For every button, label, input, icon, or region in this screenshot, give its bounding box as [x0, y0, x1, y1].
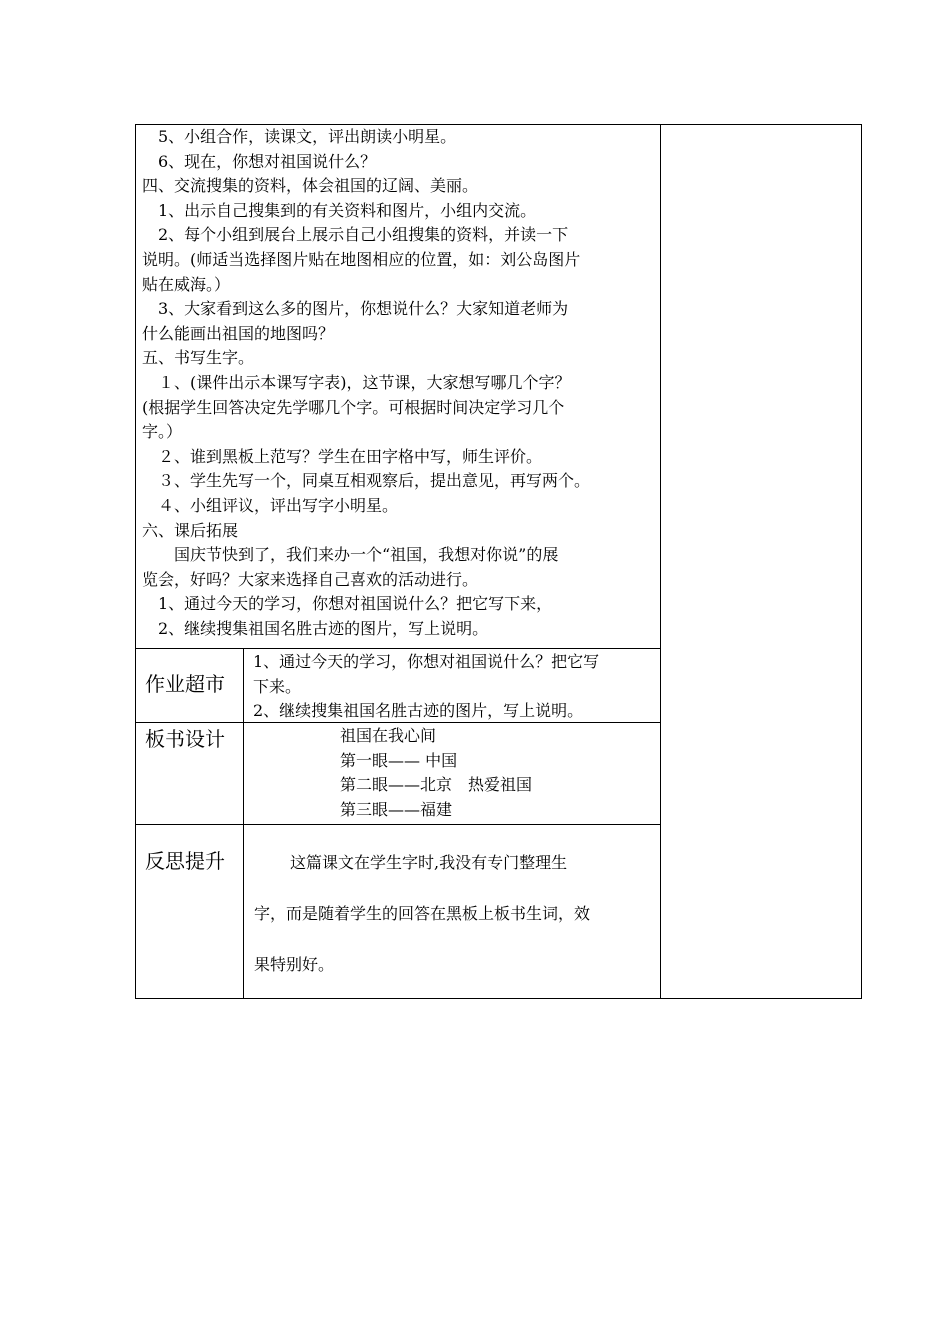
content-line: ３、学生先写一个，同桌互相观察后，提出意见，再写两个。 — [142, 471, 591, 491]
blackboard-label: 板书设计 — [145, 727, 225, 751]
homework-line: 下来。 — [253, 676, 302, 696]
content-line: 六、课后拓展 — [142, 520, 239, 540]
blackboard-line: 第一眼—— 中国 — [340, 750, 458, 770]
content-line: ２、谁到黑板上范写？学生在田字格中写，师生评价。 — [142, 446, 543, 466]
homework-line: 1、通过今天的学习，你想对祖国说什么？把它写 — [253, 652, 600, 671]
content-line: 3、大家看到这么多的图片，你想说什么？大家知道老师为 — [142, 299, 569, 319]
content-line: 什么能画出祖国的地图吗？ — [142, 323, 335, 343]
homework-content — [253, 650, 599, 724]
content-line: １、(课件出示本课写字表)，这节课，大家想写哪几个字？ — [142, 372, 571, 392]
reflection-label: 反思提升 — [145, 849, 225, 873]
content-line: 1、通过今天的学习，你想对祖国说什么？把它写下来， — [142, 594, 553, 614]
content-line: 5、小组合作，读课文，评出朗读小明星。 — [142, 127, 457, 146]
content-line: 2、继续搜集祖国名胜古迹的图片，写上说明。 — [142, 618, 489, 638]
content-line: 五、书写生字。 — [142, 348, 255, 368]
homework-label: 作业超市 — [145, 672, 225, 696]
content-line: 国庆节快到了，我们来办一个“祖国，我想对你说”的展 — [142, 545, 559, 565]
homework-line: 2、继续搜集祖国名胜古迹的图片，写上说明。 — [253, 701, 584, 721]
right-column-divider — [660, 124, 661, 999]
reflection-line-1: 这篇课文在学生字时,我没有专门整理生 — [290, 853, 568, 872]
row-divider-homework — [135, 648, 660, 649]
blackboard-content — [340, 724, 532, 822]
content-line: 2、每个小组到展台上展示自己小组搜集的资料，并读一下 — [142, 225, 569, 245]
content-line: 贴在威海。） — [142, 274, 231, 294]
content-line: 字。） — [142, 422, 183, 442]
content-line: (根据学生回答决定先学哪几个字。可根据时间决定学习几个 — [142, 397, 565, 417]
main-content — [142, 125, 590, 641]
reflection-line-2: 字，而是随着学生的回答在黑板上板书生词，效 — [254, 904, 591, 923]
reflection-line-3: 果特别好。 — [254, 955, 335, 974]
blackboard-line: 第二眼——北京 热爱祖国 — [340, 775, 533, 795]
content-line: ４、小组评议，评出写字小明星。 — [142, 495, 399, 515]
content-line: 览会，好吗？大家来选择自己喜欢的活动进行。 — [142, 569, 479, 589]
content-line: 四、交流搜集的资料，体会祖国的辽阔、美丽。 — [142, 176, 479, 196]
blackboard-line: 祖国在我心间 — [340, 726, 437, 745]
content-line: 说明。(师适当选择图片贴在地图相应的位置，如：刘公岛图片 — [142, 249, 581, 269]
content-line: 1、出示自己搜集到的有关资料和图片，小组内交流。 — [142, 200, 537, 220]
content-line: 6、现在，你想对祖国说什么？ — [142, 151, 377, 171]
blackboard-line: 第三眼——福建 — [340, 799, 453, 819]
row-divider-reflection — [135, 824, 660, 825]
